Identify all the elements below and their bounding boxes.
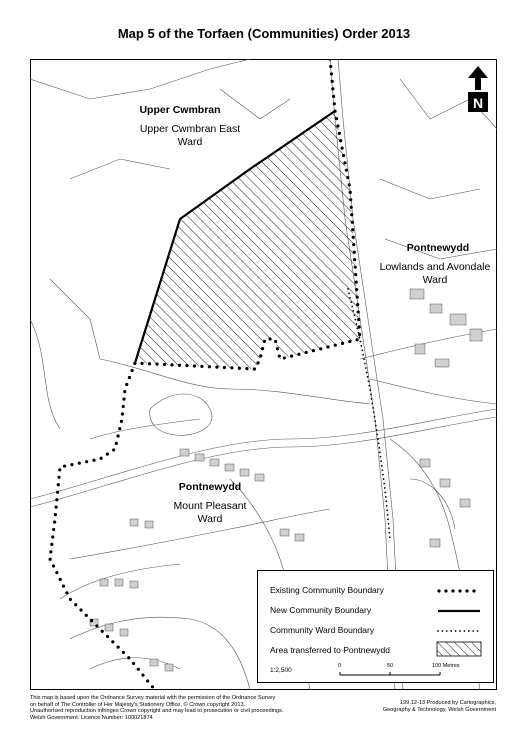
label-lowlands-1: Lowlands and Avondale (379, 261, 491, 273)
hatched-box-icon (436, 641, 482, 657)
copyright-line-2: on behalf of The Controller of Her Majesty's Stationery Office, © Crown copyright 2013. (30, 701, 246, 708)
legend-label-new: New Community Boundary (270, 605, 372, 615)
label-upper-cwmbran-east-1: Upper Cwmbran East (139, 123, 241, 135)
legend-label-transferred: Area transferred to Pontnewydd (270, 645, 391, 655)
label-mount-pleasant-2: Ward (197, 513, 223, 525)
north-arrow-icon (466, 66, 490, 114)
label-mount-pleasant-1: Mount Pleasant (173, 500, 247, 512)
label-pontnewydd-ne: Pontnewydd (406, 242, 470, 254)
copyright-line-3: Unauthorised reproduction infringes Crown copyright and may lead to prosecution or civil proceedings. (30, 708, 284, 715)
copyright-notice (30, 695, 350, 721)
large-dots-icon (436, 587, 482, 595)
map-title: Map 5 of the Torfaen (Communities) Order 2013 (117, 26, 411, 41)
label-upper-cwmbran-east-2: Ward (177, 136, 203, 148)
scale-tick-0: 0 (338, 663, 342, 669)
label-upper-cwmbran: Upper Cwmbran (139, 104, 221, 116)
small-dots-icon (436, 627, 482, 635)
scale-ratio: 1:2,500 (270, 667, 292, 674)
scale-tick-50: 50 (387, 663, 394, 669)
producer-credit (340, 700, 496, 713)
copyright-line-4: Welsh Government. Licence Number: 100021874 (30, 714, 153, 721)
label-lowlands-2: Ward (422, 274, 448, 286)
credit-line-1: 199.12-13 Produced by Cartographics, (399, 700, 496, 706)
legend-label-ward: Community Ward Boundary (270, 625, 375, 635)
legend-label-existing: Existing Community Boundary (270, 585, 384, 595)
legend (257, 570, 494, 683)
label-pontnewydd-s: Pontnewydd (178, 481, 242, 493)
north-arrow (466, 66, 490, 114)
solid-line-icon (436, 607, 482, 615)
copyright-line-1: This map is based upon the Ordnance Survey material with the permission of the Ordnance Survey (30, 695, 276, 701)
north-letter: N (472, 95, 484, 111)
credit-line-2: Geography & Technology, Welsh Government (382, 706, 496, 713)
scale-tick-100: 100 Metres (432, 663, 460, 669)
